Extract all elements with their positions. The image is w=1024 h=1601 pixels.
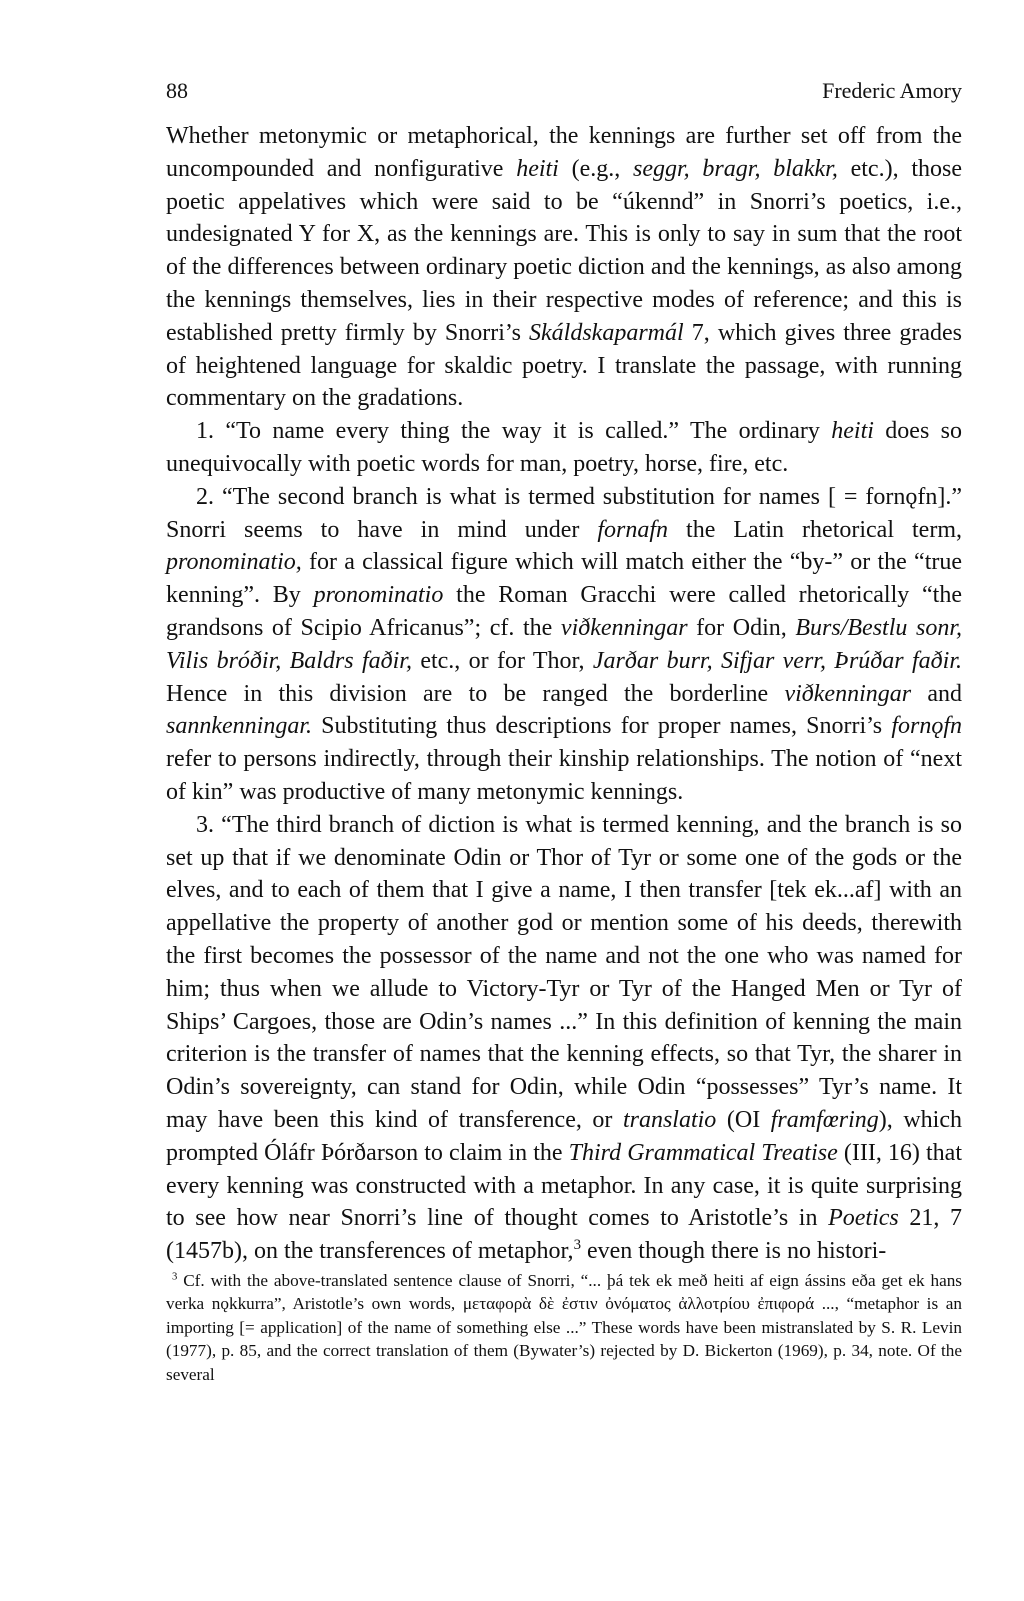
italic-title: Skáldskaparmál: [529, 319, 684, 346]
paragraph-grade-2: [166, 481, 962, 809]
page-number: 88: [166, 78, 188, 103]
text-run: ), which prompted Óláfr Þórðarson to claim in the: [166, 1106, 962, 1166]
italic-term: seggr, bragr, blakkr,: [633, 155, 838, 182]
text-run: refer to persons indirectly, through their kinship relationships. The notion of “next of kin” was productive of many metonymic kennings.: [166, 746, 962, 805]
body-text: [166, 120, 962, 1268]
italic-term: sannkenningar.: [166, 713, 312, 740]
running-head-author: Frederic Amory: [822, 78, 962, 103]
text-run: even though there is no histori-: [581, 1238, 887, 1265]
text-run: for a classical figure which will match either the “by-” or the “true kenning”. By: [166, 549, 962, 609]
footnote-3: [166, 1269, 962, 1386]
footnote-marker: 3: [172, 1271, 178, 1283]
italic-term: fornafn: [597, 516, 669, 543]
paragraph-grade-1: [166, 415, 962, 481]
running-header: [166, 76, 962, 106]
text-run: etc., or for Thor,: [411, 647, 593, 674]
italic-term: Jarðar burr, Sifjar verr, Þrúðar faðir.: [592, 647, 962, 674]
italic-term: heiti: [831, 418, 874, 445]
italic-term: viðkenningar: [560, 614, 688, 641]
italic-term: heiti: [516, 155, 559, 182]
text-run: Whether metonymic or metaphorical, the kennings are further set off from the uncompounded and nonfigurative: [166, 123, 962, 182]
text-run: (e.g.,: [558, 155, 633, 182]
italic-title: Poetics: [828, 1205, 899, 1232]
italic-term: viðkenningar: [784, 680, 912, 707]
text-run: (III, 16) that every kenning was constructed with a metaphor. In any case, it is quite surprising to see how near Snorri’s line of thought comes to Aristotle’s in: [166, 1139, 963, 1232]
text-run: does so unequivocally with poetic words for man, poetry, horse, fire, etc.: [166, 418, 962, 477]
text-run: and: [911, 680, 962, 707]
text-run: Substituting thus descriptions for proper names, Snorri’s: [312, 713, 892, 740]
footnote-reference: 3: [573, 1237, 581, 1254]
italic-title: Third Grammatical Treatise: [568, 1139, 838, 1166]
italic-term: fornǫfn: [891, 713, 962, 740]
footnote: [166, 1269, 962, 1386]
italic-term: Burs/Bestlu sonr, Vilis bróðir, Baldrs faðir,: [166, 614, 963, 674]
text-run: (OI: [716, 1106, 771, 1133]
text-run: 1. “To name every thing the way it is called.” The ordinary: [196, 418, 832, 445]
text-run: 2. “The second branch is what is termed substitution for names [ = fornǫfn].” Snorri seems to have in mind under: [166, 483, 962, 543]
text-run: Hence in this division are to be ranged the borderline: [166, 680, 785, 707]
text-run: for Odin,: [687, 614, 796, 641]
italic-term: translatio: [622, 1106, 717, 1133]
text-run: etc.), those poetic appelatives which were said to be “úkennd” in Snorri’s poetics, i.e., undesignated Y for X, as the kennings are. This is only to say in sum that the root of the differences between ordinary poetic diction and the kennings, as also among the kennings themselves, lies in their respective modes of reference; and this is established pretty firmly by Snorri’s: [166, 155, 962, 346]
text-run: 7, which gives three grades of heightened language for skaldic poetry. I translate the passage, with running commentary on the gradations.: [166, 319, 962, 412]
text-run: the Latin rhetorical term,: [668, 516, 962, 543]
italic-term: pronominatio,: [166, 549, 302, 576]
paragraph-1: [166, 120, 962, 415]
text-run: 3. “The third branch of diction is what is termed kenning, and the branch is so set up that if we denominate Odin or Thor of Tyr or some one of the gods or the elves, and to each of them that I give a name, I then transfer [tek ek...af] with an appellative the property of another god or mention some of his deeds, therewith the first becomes the possessor of the name and not the one who was named for him; thus when we allude to Victory-Tyr or Tyr of the Hanged Men or Tyr of Ships’ Cargoes, those are Odin’s names ...” In this definition of kenning the main criterion is the transfer of names that the kenning effects, so that Tyr, the sharer in Odin’s sovereignty, can stand for Odin, while Odin “possesses” Tyr’s name. It may have been this kind of transference, or: [166, 811, 962, 1133]
text-run: 21, 7 (1457b), on the transferences of metaphor,: [166, 1205, 963, 1265]
paragraph-grade-3: [166, 809, 962, 1268]
italic-term: pronominatio: [313, 582, 444, 609]
italic-term: framfœring: [770, 1106, 879, 1133]
text-run: the Roman Gracchi were called rhetorically “the grandsons of Scipio Africanus”; cf. the: [166, 582, 962, 641]
footnote-text: Cf. with the above-translated sentence clause of Snorri, “... þá tek ek með heiti af eign ássins eða get ek hans verka nǫkkurra”, Aristotle’s own words, μεταφορὰ δὲ ἐστιν ὀνόματος ἀλλοτρίου ἐπιφορά ..., “metaphor is an importing [= application] of the name of something else ...” These words have been mistranslated by S. R. Levin (1977), p. 85, and the correct translation of them (Bywater’s) rejected by D. Bickerton (1969), p. 34, note. Of the several: [166, 1271, 962, 1384]
